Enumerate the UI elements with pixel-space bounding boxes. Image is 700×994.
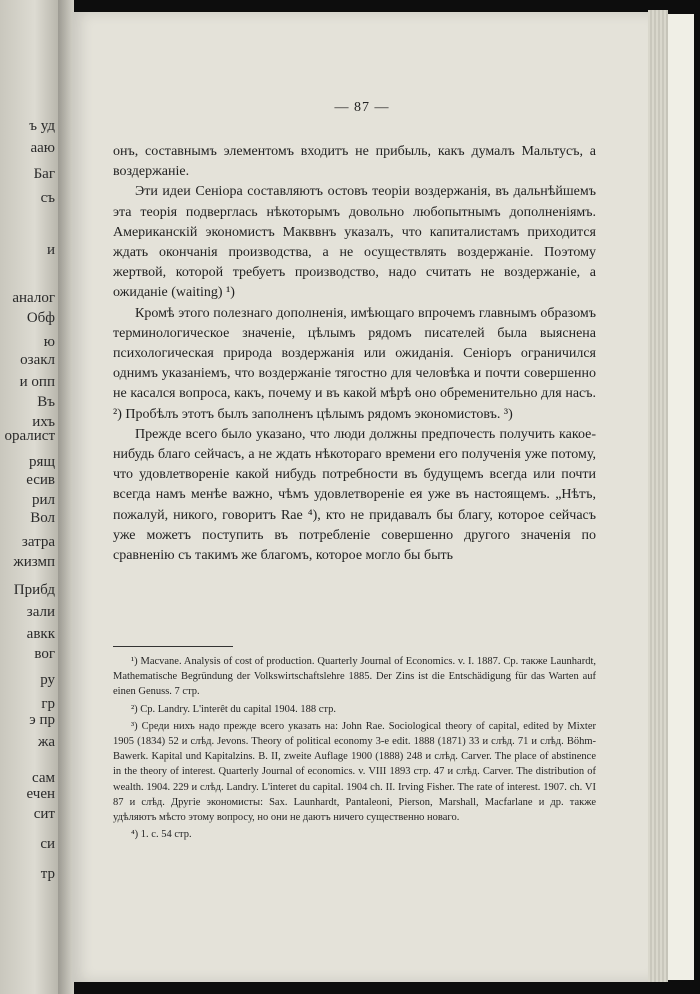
book-page bbox=[72, 12, 652, 982]
left-page-text-fragment: ъ уд bbox=[29, 118, 55, 134]
left-page-text-fragment: э пр bbox=[29, 712, 55, 728]
body-text bbox=[113, 142, 596, 566]
page-number: — 87 — bbox=[334, 100, 390, 115]
left-page-text-fragment: оралист bbox=[4, 428, 55, 444]
paragraph: Кромѣ этого полезнаго дополненія, имѣющаго впрочемъ главнымъ образомъ терминологическое значеніе, цѣлымъ рядомъ писателей была выяснена психологическая природа воздержанія или ожиданія. Сеніоръ ограничился однимъ указаніемъ, что воздержаніе тягостно для человѣка и почти совершенно не касался вопроса, какъ, почему и въ какой мѣрѣ оно обременительно для насъ. ²) Пробѣлъ этотъ былъ заполненъ цѣлымъ рядомъ экономистовъ. ³) bbox=[113, 305, 596, 422]
footnote-rule bbox=[113, 646, 233, 647]
left-page-text-fragment: аналог bbox=[12, 290, 55, 306]
footnote: ³) Среди нихъ надо прежде всего указать на: John Rae. Sociological theory of capital, edited by Mixter 1905 (1834) 52 и слѣд. Jevons. Theory of political economy 3-e edit. 1888 (1871) 33 и слѣд. 71 и слѣд. Böhm-Bawerk. Kapital und Kapitalzins. B. II, zweite Auflage 1900 (1888) 248 и слѣд. Carver. The place of abstinence in the theory of interest. Quarterly Journal of economics. v. VIII 1893 стр. 47 и слѣд. Carver. The distribution of wealth. 1904. 229 и слѣд. Landry. L'interet du capital. 1904 ch. II. Irving Fisher. The rate of interest. 1907. ch. VI 87 и слѣд. Другіе экономисты: Sax. Launhardt, Pantaleoni, Pierson, Marshall, Macfarlane и др. также удѣляютъ мѣсто этому вопросу, но они не даютъ ничего существенно новаго. bbox=[113, 720, 596, 824]
left-page-text-fragment: сам bbox=[32, 770, 55, 786]
left-page-text-fragment: и bbox=[46, 242, 55, 258]
left-page-text-fragment: гр bbox=[41, 696, 55, 712]
left-page-text-fragment: вог bbox=[34, 646, 55, 662]
left-page-text-fragment: си bbox=[40, 836, 55, 852]
paragraph: Эти идеи Сеніора составляютъ остовъ теоріи воздержанія, въ дальнѣйшемъ эта теорія подверглась нѣкоторымъ довольно любопытнымъ дополненіямъ. Американскій экономистъ Макввнъ указалъ, что капиталистамъ приходится ждать окончанія производства, а не осуществлять воздержаніе. Поэтому жертвой, которой требуетъ производство, надо считать не воздержаніе, а ожиданіе (waiting) ¹) bbox=[113, 184, 596, 301]
left-page-text-fragment: ру bbox=[40, 672, 55, 688]
book-cover-edge bbox=[666, 14, 694, 980]
footnote: ¹) Macvane. Analysis of cost of production. Quarterly Journal of Economics. v. I. 1887. Ср. также Launhardt, Mathematische Begründung der Volkswirtschaftslehre 1885. Der Zins ist die Entschädigung für das Warten auf einen Genuss. 7 стр. bbox=[113, 656, 596, 698]
left-page-text-fragment: и опп bbox=[19, 374, 55, 390]
left-page-text-fragment: Вол bbox=[30, 510, 55, 526]
left-page-text-fragment: озакл bbox=[20, 352, 55, 368]
left-page-text-fragment: есив bbox=[26, 472, 55, 488]
left-page-text-fragment: рящ bbox=[29, 454, 55, 470]
page-stack-edge bbox=[648, 10, 668, 982]
left-page-text-fragment: съ bbox=[40, 190, 55, 206]
left-page-text-fragment: ю bbox=[43, 334, 55, 350]
left-page-text-fragment: жизмп bbox=[13, 554, 55, 570]
left-page-text-fragment: авкк bbox=[26, 626, 55, 642]
left-page-text-fragment: Баг bbox=[33, 166, 55, 182]
left-page-text-fragment: ааю bbox=[30, 140, 55, 156]
footnote: ⁴) 1. c. 54 стр. bbox=[131, 829, 192, 841]
left-page-text-fragment: сит bbox=[33, 806, 55, 822]
left-page-text-fragment: ихъ bbox=[32, 414, 55, 430]
left-page-text-fragment: затра bbox=[21, 534, 55, 550]
paragraph: Прежде всего было указано, что люди должны предпочесть получить какое-нибудь благо сейчасъ, а не ждать нѣкотораго времени его полученія уже потому, что удовлетвореніе какой нибудь потребности въ будущемъ всегда или почти всегда намъ менѣе важно, чѣмъ удовлетвореніе ея уже въ настоящемъ. „Нѣтъ, пожалуй, никого, говоритъ Rae ⁴), кто не придавалъ бы благу, которое сейчасъ уже можетъ поступить въ потребленіе совершенно другого значенія по сравненію съ такимъ же благомъ, которое могло бы быть bbox=[113, 426, 596, 564]
footnotes bbox=[113, 654, 596, 844]
footnote: ²) Ср. Landry. L'interêt du capital 1904. 188 стр. bbox=[131, 703, 337, 715]
left-page-text-fragment: рил bbox=[31, 492, 55, 508]
left-page-text-fragment: зали bbox=[26, 604, 55, 620]
left-page-text-fragment: тр bbox=[40, 866, 55, 882]
left-page-text-fragment: ечен bbox=[26, 786, 55, 802]
paragraph: онъ, составнымъ элементомъ входитъ не прибыль, какъ думалъ Мальтусъ, а воздержаніе. bbox=[113, 144, 596, 180]
left-page-text-fragment: Въ bbox=[37, 394, 55, 410]
left-page-edge bbox=[0, 0, 58, 994]
left-page-text-fragment: жа bbox=[37, 734, 55, 750]
left-page-text-fragment: Обф bbox=[26, 310, 55, 326]
left-page-text-fragment: Прибд bbox=[13, 582, 55, 598]
